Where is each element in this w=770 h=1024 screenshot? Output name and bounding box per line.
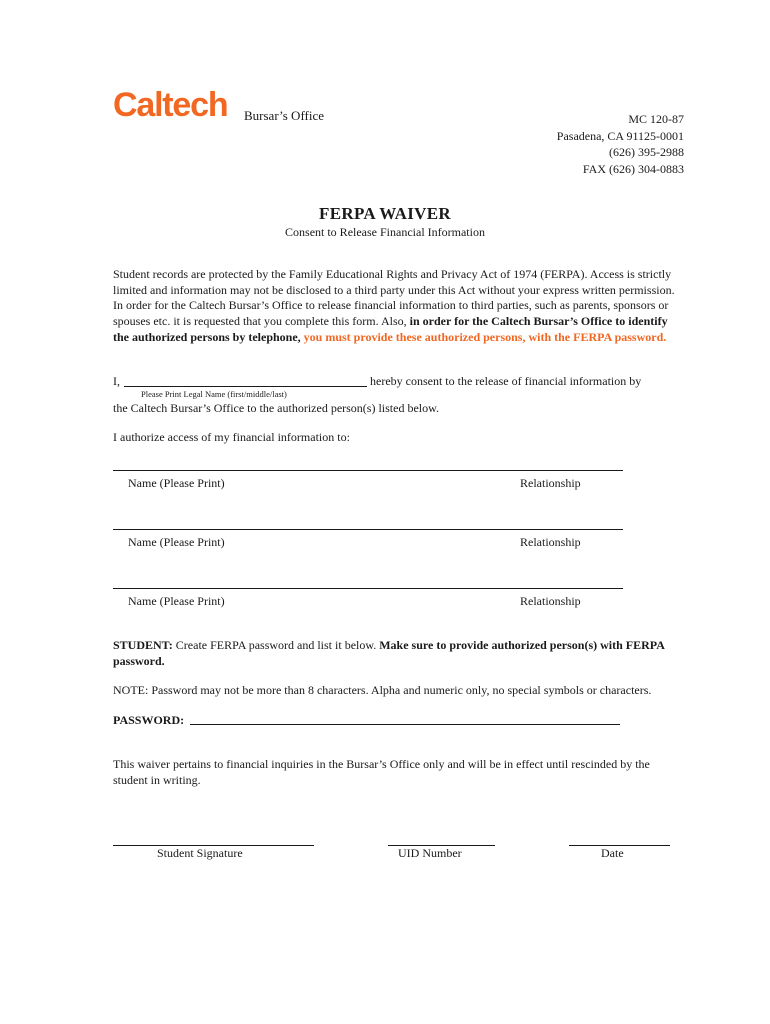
intro-paragraph bbox=[113, 267, 683, 346]
password-label: PASSWORD: bbox=[113, 713, 185, 727]
office-name: Bursar’s Office bbox=[244, 108, 325, 123]
person-1-name-label: Name (Please Print) bbox=[128, 476, 225, 490]
student-signature-label: Student Signature bbox=[157, 846, 243, 860]
authorize-text: I authorize access of my financial information to: bbox=[113, 430, 350, 444]
address-line: MC 120-87 bbox=[628, 112, 684, 126]
form-title: FERPA WAIVER bbox=[319, 204, 451, 223]
person-1-field[interactable] bbox=[113, 470, 623, 471]
waiver-text: This waiver pertains to financial inquiries in the Bursar’s Office only and will be in effect until rescinded by the student in writing. bbox=[113, 757, 650, 787]
person-2-relationship-label: Relationship bbox=[520, 535, 581, 549]
person-2-name-label: Name (Please Print) bbox=[128, 535, 225, 549]
student-text: Create FERPA password and list it below. bbox=[172, 638, 380, 652]
legal-name-field[interactable] bbox=[124, 386, 367, 387]
person-2-field[interactable] bbox=[113, 529, 623, 530]
date-label: Date bbox=[601, 846, 624, 860]
consent-suffix: hereby consent to the release of financial information by bbox=[370, 374, 642, 388]
student-bold-text: Make sure to provide authorized person(s) with FERPA password. bbox=[113, 638, 665, 668]
intro-highlight-text: you must provide these authorized persons, with the FERPA password. bbox=[303, 329, 667, 344]
intro-text: Student records are protected by the Family Educational Rights and Privacy Act of 1974 (FERPA). Access is strictly limited and information may not be disclosed to a third party under this Act without your express written permission. In order for the Caltech Bursar’s Office to release financial information to third parties, such as parents, sponsors or spouses etc. it is requested that you complete this form. Also, bbox=[113, 267, 675, 329]
address-block bbox=[557, 111, 684, 177]
caltech-logo: Caltech bbox=[113, 86, 228, 124]
password-note: NOTE: Password may not be more than 8 characters. Alpha and numeric only, no special symbols or characters. bbox=[113, 683, 652, 697]
form-subtitle: Consent to Release Financial Information bbox=[285, 225, 485, 239]
person-1-relationship-label: Relationship bbox=[520, 476, 581, 490]
consent-prefix: I, bbox=[113, 374, 120, 388]
person-3-field[interactable] bbox=[113, 588, 623, 589]
uid-number-label: UID Number bbox=[398, 846, 462, 860]
address-line: (626) 395-2988 bbox=[609, 145, 684, 159]
password-field[interactable] bbox=[190, 724, 620, 725]
consent-line-two: the Caltech Bursar’s Office to the authorized person(s) listed below. bbox=[113, 401, 440, 415]
person-3-name-label: Name (Please Print) bbox=[128, 594, 225, 608]
legal-name-hint: Please Print Legal Name (first/middle/last) bbox=[141, 389, 287, 399]
person-3-relationship-label: Relationship bbox=[520, 594, 581, 608]
student-label: STUDENT: bbox=[113, 638, 173, 652]
address-line: Pasadena, CA 91125-0001 bbox=[556, 128, 684, 143]
intro-bold-text: in order for the Caltech Bursar’s Office to identify the authorized persons by telephone, bbox=[113, 314, 668, 344]
address-line: FAX (626) 304-0883 bbox=[582, 161, 684, 176]
student-instruction bbox=[113, 638, 683, 669]
